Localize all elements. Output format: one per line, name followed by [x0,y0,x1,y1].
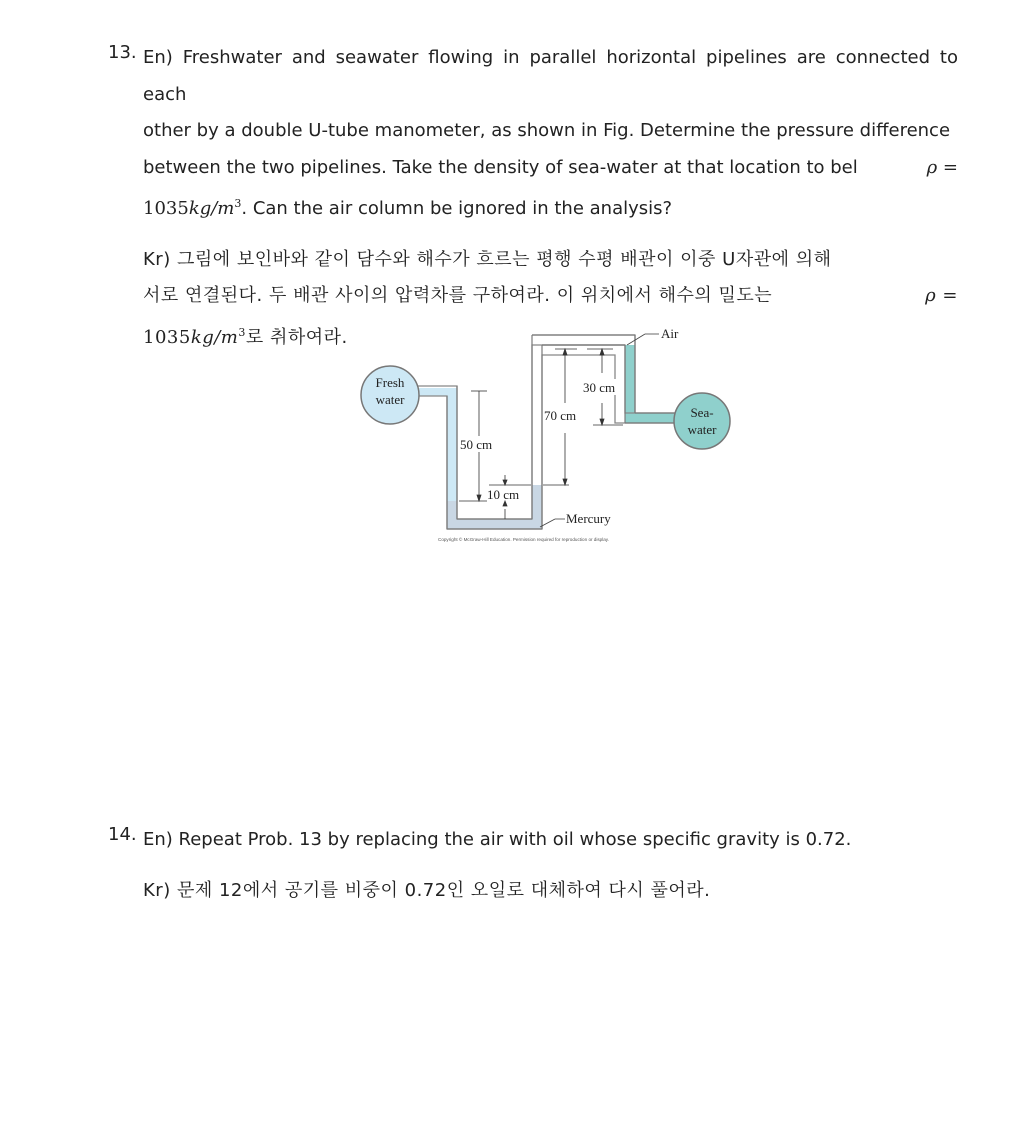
text-line: En) Freshwater and seawater flowing in parallel horizontal pipelines are connected to each [143,47,958,105]
text-line: Kr) 그림에 보인바와 같이 담수와 해수가 흐르는 평행 수평 배관이 이중 U자관에 의해 [143,248,832,270]
dim-arrow [503,480,507,485]
text-line [143,278,958,315]
rho-symbol: ρ = [925,285,958,306]
english-text: En) Repeat Prob. 13 by replacing the air with oil whose specific gravity is 0.72. [143,829,852,850]
sea-label-2: water [687,422,717,437]
mercury-fill [532,485,542,529]
problem-14 [108,822,958,909]
text-line [143,186,958,228]
dim-30-label: 30 cm [583,380,616,395]
english-text [143,40,958,228]
text-line-part: between the two pipelines. Take the density of sea-water at that location to bel [143,156,858,178]
mercury-label: Mercury [566,511,611,526]
rho-symbol: ρ = [926,156,958,178]
problem-number: 13. [108,42,137,63]
text-line: other by a double U-tube manometer, as shown in Fig. Determine the pressure difference [143,120,951,141]
air-label: Air [661,326,679,341]
problem-number: 14. [108,824,137,845]
sea-water-fill [625,345,635,423]
text-line-part: 로 취하여라. [245,326,348,348]
dim-arrow [600,349,604,355]
dim-50-label: 50 cm [460,437,493,452]
fresh-water-fill [417,388,447,396]
density-value: $1035kg/m^3$ [143,197,242,219]
text-line [143,150,958,187]
pipe-outline [532,335,635,413]
korean-text: Kr) 문제 12에서 공기를 비중이 0.72인 오일로 대체하여 다시 풀어라. [143,879,711,901]
fresh-label-1: Fresh [375,375,405,390]
sea-label-1: Sea- [690,405,714,420]
fresh-label-2: water [375,392,405,407]
text-line-part: . Can the air column be ignored in the analysis? [241,198,673,219]
problem-13 [108,40,958,356]
text-line-part: 서로 연결된다. 두 배관 사이의 압력차를 구하여라. 이 위치에서 해수의 밀도는 [143,285,773,306]
dim-70-label: 70 cm [544,408,577,423]
mercury-fill [447,519,542,529]
fresh-water-fill [447,388,457,501]
manometer-figure [355,323,735,548]
dim-arrow [477,495,481,501]
dim-10-label: 10 cm [487,487,520,502]
dim-arrow [600,419,604,425]
dim-arrow [563,479,567,485]
density-value: $1035kg/m^3$ [143,325,246,348]
sea-water-pipe [674,393,730,449]
dim-arrow [563,349,567,355]
copyright-notice: Copyright © McGraw-Hill Education. Permission required for reproduction or display. [438,537,610,542]
